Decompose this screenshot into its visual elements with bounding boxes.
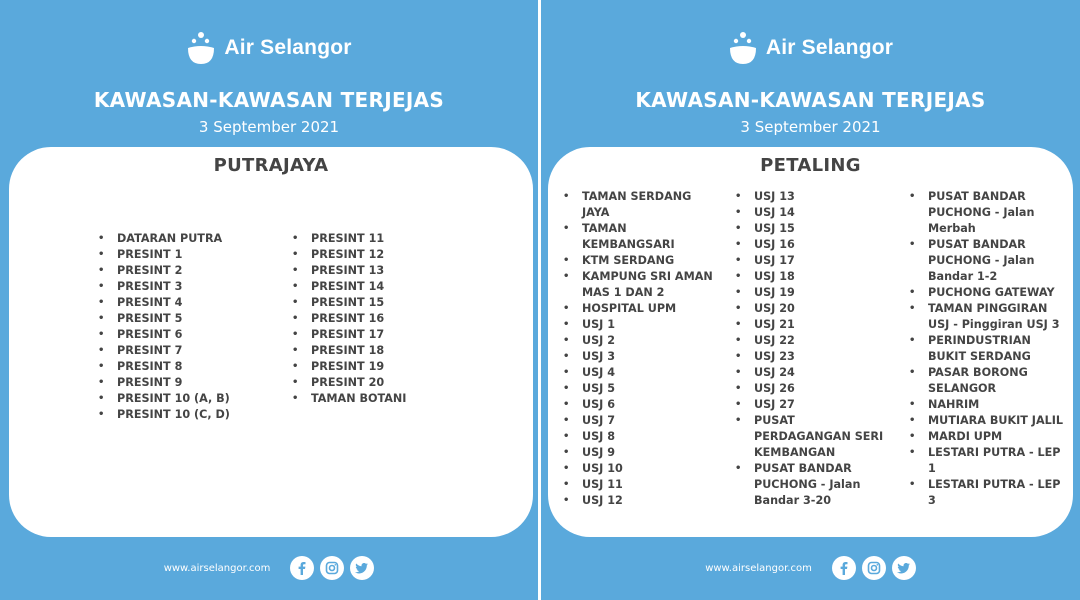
area-name: USJ 4 (582, 366, 615, 379)
list-item (734, 365, 884, 381)
bullet-icon: • (563, 415, 570, 426)
bullet-icon: • (563, 335, 570, 346)
list-item (562, 413, 722, 429)
list-item (291, 327, 481, 343)
list-item (291, 359, 481, 375)
list-item (97, 247, 287, 263)
twitter-icon[interactable] (350, 556, 374, 580)
list-item (908, 413, 1066, 429)
twitter-icon[interactable] (892, 556, 916, 580)
list-item (562, 189, 722, 221)
bullet-icon: • (563, 463, 570, 474)
instagram-icon[interactable] (320, 556, 344, 580)
footer (0, 556, 538, 580)
area-name: TAMAN SERDANG JAYA (582, 190, 692, 219)
list-item (97, 359, 287, 375)
area-name: USJ 26 (754, 382, 795, 395)
list-item (908, 237, 1066, 285)
area-list (291, 231, 481, 407)
area-name: USJ 2 (582, 334, 615, 347)
bullet-icon: • (292, 361, 299, 372)
area-name: MUTIARA BUKIT JALIL (928, 414, 1064, 427)
bullet-icon: • (98, 409, 105, 420)
bullet-icon: • (98, 393, 105, 404)
bullet-icon: • (98, 281, 105, 292)
website-link[interactable]: www.airselangor.com (705, 562, 812, 574)
bullet-icon: • (735, 207, 742, 218)
bullet-icon: • (735, 463, 742, 474)
bullet-icon: • (909, 191, 916, 202)
area-name: TAMAN PINGGIRAN USJ - Pinggiran USJ 3 (928, 302, 1060, 331)
area-name: PRESINT 15 (311, 296, 385, 309)
bullet-icon: • (735, 319, 742, 330)
list-item (97, 311, 287, 327)
list-item (734, 237, 884, 253)
list-item (562, 397, 722, 413)
date-label: 3 September 2021 (740, 118, 881, 136)
bullet-icon: • (563, 191, 570, 202)
bullet-icon: • (735, 255, 742, 266)
list-item (734, 205, 884, 221)
list-item (734, 253, 884, 269)
area-name: USJ 18 (754, 270, 795, 283)
list-item (97, 295, 287, 311)
list-item (97, 327, 287, 343)
bullet-icon: • (735, 383, 742, 394)
area-name: USJ 14 (754, 206, 795, 219)
bullet-icon: • (735, 415, 742, 426)
page-title: KAWASAN-KAWASAN TERJEJAS (635, 88, 986, 112)
area-name: PRESINT 3 (117, 280, 183, 293)
bullet-icon: • (292, 377, 299, 388)
area-name: USJ 9 (582, 446, 615, 459)
area-name: USJ 24 (754, 366, 795, 379)
bullet-icon: • (735, 223, 742, 234)
area-name: HOSPITAL UPM (582, 302, 677, 315)
bullet-icon: • (735, 191, 742, 202)
bullet-icon: • (292, 329, 299, 340)
area-name: PRESINT 10 (A, B) (117, 392, 230, 405)
website-link[interactable]: www.airselangor.com (163, 562, 271, 574)
putrajaya-panel (0, 0, 538, 600)
area-name: PRESINT 5 (117, 312, 183, 325)
bullet-icon: • (735, 239, 742, 250)
list-item (908, 301, 1066, 333)
bullet-icon: • (98, 233, 105, 244)
area-name: USJ 13 (754, 190, 795, 203)
bullet-icon: • (98, 329, 105, 340)
area-name: DATARAN PUTRA (117, 232, 223, 245)
bullet-icon: • (98, 249, 105, 260)
area-name: LESTARI PUTRA - LEP 3 (928, 478, 1061, 507)
list-item (97, 343, 287, 359)
bullet-icon: • (563, 383, 570, 394)
bullet-icon: • (563, 255, 570, 266)
area-name: MARDI UPM (928, 430, 1003, 443)
list-item (562, 349, 722, 365)
list-item (291, 279, 481, 295)
area-name: TAMAN BOTANI (311, 392, 407, 405)
list-item (97, 391, 287, 407)
bullet-icon: • (98, 297, 105, 308)
area-name: PUCHONG GATEWAY (928, 286, 1055, 299)
bullet-icon: • (292, 249, 299, 260)
bullet-icon: • (563, 399, 570, 410)
bullet-icon: • (909, 447, 916, 458)
bullet-icon: • (735, 335, 742, 346)
list-item (734, 189, 884, 205)
area-name: PRESINT 4 (117, 296, 183, 309)
list-item (908, 429, 1066, 445)
area-name: PRESINT 8 (117, 360, 183, 373)
area-name: LESTARI PUTRA - LEP 1 (928, 446, 1061, 475)
list-item (562, 493, 722, 509)
bullet-icon: • (909, 287, 916, 298)
area-card (548, 147, 1073, 537)
area-name: PRESINT 19 (311, 360, 385, 373)
bullet-icon: • (909, 239, 916, 250)
bullet-icon: • (98, 313, 105, 324)
area-name: USJ 23 (754, 350, 795, 363)
list-item (734, 381, 884, 397)
list-item (97, 263, 287, 279)
bullet-icon: • (563, 447, 570, 458)
area-name: USJ 17 (754, 254, 795, 267)
area-name: USJ 20 (754, 302, 795, 315)
list-item (562, 477, 722, 493)
bullet-icon: • (909, 431, 916, 442)
area-list (97, 231, 287, 423)
date-label: 3 September 2021 (198, 118, 340, 136)
facebook-icon[interactable] (832, 556, 856, 580)
list-item (291, 375, 481, 391)
bullet-icon: • (563, 303, 570, 314)
bullet-icon: • (563, 367, 570, 378)
list-item (734, 461, 884, 509)
bullet-icon: • (563, 223, 570, 234)
list-item (562, 365, 722, 381)
list-item (734, 301, 884, 317)
list-item (734, 333, 884, 349)
area-name: PRESINT 18 (311, 344, 385, 357)
list-item (291, 391, 481, 407)
list-item (908, 365, 1066, 397)
list-item (562, 445, 722, 461)
list-item (908, 333, 1066, 365)
bullet-icon: • (292, 393, 299, 404)
list-item (734, 221, 884, 237)
area-name: USJ 5 (582, 382, 615, 395)
area-name: TAMAN KEMBANGSARI (582, 222, 675, 251)
area-name: PRESINT 11 (311, 232, 385, 245)
area-name: PRESINT 12 (311, 248, 385, 261)
list-item (908, 445, 1066, 477)
area-name: USJ 21 (754, 318, 795, 331)
area-name: USJ 3 (582, 350, 615, 363)
list-item (291, 295, 481, 311)
bullet-icon: • (735, 399, 742, 410)
area-name: PUSAT BANDAR PUCHONG - Jalan Merbah (928, 190, 1035, 235)
area-name: USJ 7 (582, 414, 615, 427)
bullet-icon: • (735, 303, 742, 314)
bullet-icon: • (909, 335, 916, 346)
region-title: PETALING (760, 155, 861, 176)
bullet-icon: • (563, 271, 570, 282)
list-item (291, 343, 481, 359)
area-list (908, 189, 1066, 509)
area-name: PRESINT 1 (117, 248, 183, 261)
area-name: USJ 11 (582, 478, 623, 491)
area-name: NAHRIM (928, 398, 980, 411)
list-item (908, 189, 1066, 237)
brand-logo (0, 28, 538, 68)
area-name: PRESINT 16 (311, 312, 385, 325)
area-name: USJ 12 (582, 494, 623, 507)
area-name: PRESINT 7 (117, 344, 183, 357)
water-drop-icon (728, 30, 758, 66)
list-item (562, 221, 722, 253)
area-name: USJ 8 (582, 430, 615, 443)
bullet-icon: • (292, 297, 299, 308)
list-item (734, 349, 884, 365)
bullet-icon: • (98, 361, 105, 372)
list-item (734, 413, 884, 461)
list-item (291, 311, 481, 327)
bullet-icon: • (735, 271, 742, 282)
bullet-icon: • (98, 377, 105, 388)
area-name: PUSAT BANDAR PUCHONG - Jalan Bandar 3-20 (754, 462, 861, 507)
bullet-icon: • (292, 265, 299, 276)
bullet-icon: • (909, 479, 916, 490)
bullet-icon: • (563, 319, 570, 330)
bullet-icon: • (909, 415, 916, 426)
brand-logo (541, 28, 1080, 68)
area-name: PUSAT BANDAR PUCHONG - Jalan Bandar 1-2 (928, 238, 1035, 283)
water-drop-icon (186, 30, 216, 66)
brand-name: Air Selangor (224, 36, 352, 59)
area-name: PRESINT 10 (C, D) (117, 408, 230, 421)
area-name: PRESINT 17 (311, 328, 385, 341)
list-item (562, 333, 722, 349)
list-item (97, 279, 287, 295)
bullet-icon: • (98, 265, 105, 276)
area-name: USJ 19 (754, 286, 795, 299)
area-name: PRESINT 14 (311, 280, 385, 293)
bullet-icon: • (735, 367, 742, 378)
area-name: KTM SERDANG (582, 254, 675, 267)
area-name: PRESINT 13 (311, 264, 385, 277)
area-name: PRESINT 6 (117, 328, 183, 341)
list-item (97, 375, 287, 391)
area-name: USJ 10 (582, 462, 623, 475)
page-title: KAWASAN-KAWASAN TERJEJAS (93, 88, 445, 112)
list-item (908, 477, 1066, 509)
instagram-icon[interactable] (862, 556, 886, 580)
bullet-icon: • (909, 367, 916, 378)
region-title: PUTRAJAYA (213, 155, 329, 176)
area-list (734, 189, 884, 509)
area-name: PASAR BORONG SELANGOR (928, 366, 1028, 395)
area-name: USJ 1 (582, 318, 615, 331)
petaling-panel (541, 0, 1080, 600)
area-name: USJ 6 (582, 398, 615, 411)
list-item (562, 317, 722, 333)
list-item (291, 231, 481, 247)
list-item (97, 231, 287, 247)
area-name: PRESINT 20 (311, 376, 385, 389)
list-item (734, 269, 884, 285)
area-name: PRESINT 2 (117, 264, 183, 277)
bullet-icon: • (98, 345, 105, 356)
bullet-icon: • (292, 281, 299, 292)
bullet-icon: • (563, 479, 570, 490)
area-name: USJ 27 (754, 398, 795, 411)
list-item (562, 269, 722, 301)
brand-name: Air Selangor (765, 36, 894, 59)
area-name: USJ 22 (754, 334, 795, 347)
area-name: KAMPUNG SRI AMAN MAS 1 DAN 2 (582, 270, 713, 299)
bullet-icon: • (735, 351, 742, 362)
list-item (562, 381, 722, 397)
list-item (562, 461, 722, 477)
list-item (97, 407, 287, 423)
list-item (908, 397, 1066, 413)
list-item (734, 397, 884, 413)
list-item (291, 263, 481, 279)
area-name: USJ 16 (754, 238, 795, 251)
area-name: USJ 15 (754, 222, 795, 235)
bullet-icon: • (735, 287, 742, 298)
facebook-icon[interactable] (290, 556, 314, 580)
list-item (908, 285, 1066, 301)
area-card (9, 147, 533, 537)
bullet-icon: • (563, 495, 570, 506)
bullet-icon: • (909, 303, 916, 314)
area-name: PERINDUSTRIAN BUKIT SERDANG (928, 334, 1031, 363)
bullet-icon: • (292, 345, 299, 356)
list-item (734, 317, 884, 333)
list-item (562, 301, 722, 317)
bullet-icon: • (292, 313, 299, 324)
bullet-icon: • (563, 351, 570, 362)
list-item (734, 285, 884, 301)
bullet-icon: • (909, 399, 916, 410)
footer (541, 556, 1080, 580)
bullet-icon: • (292, 233, 299, 244)
bullet-icon: • (563, 431, 570, 442)
list-item (562, 253, 722, 269)
list-item (291, 247, 481, 263)
area-name: PRESINT 9 (117, 376, 183, 389)
list-item (562, 429, 722, 445)
area-name: PUSAT PERDAGANGAN SERI KEMBANGAN (754, 414, 884, 459)
area-list (562, 189, 722, 509)
